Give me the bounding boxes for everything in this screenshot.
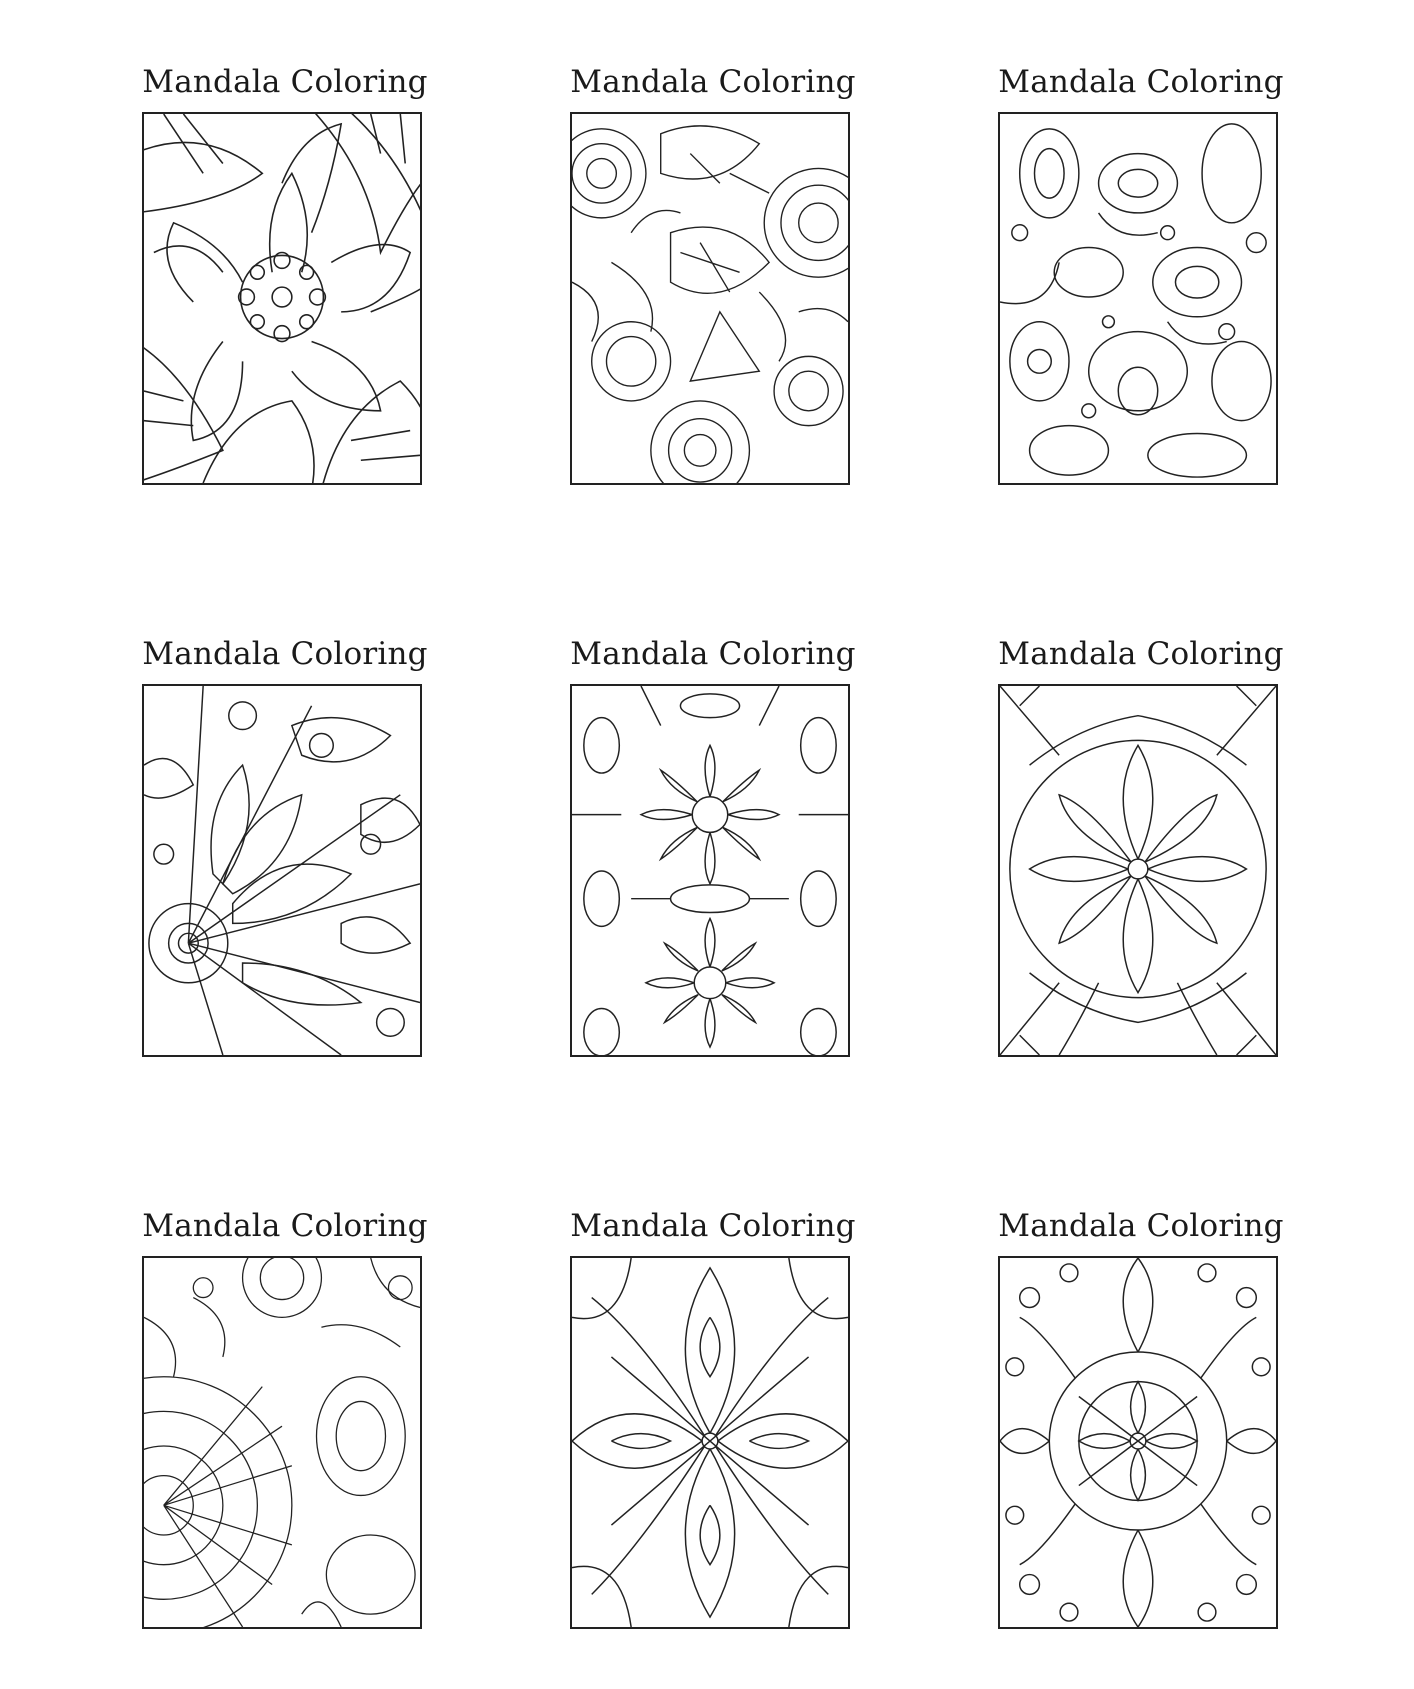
large-flower-illustration [1000,686,1276,1055]
paisley-mandala-corner-illustration [144,686,420,1055]
page-title: Mandala Coloring [142,636,428,672]
kaleidoscope-flowers-illustration [572,686,848,1055]
coloring-image [998,684,1278,1057]
coloring-image [142,112,422,485]
page-title: Mandala Coloring [142,1208,428,1244]
mandala-corner-illustration [144,1258,420,1627]
coloring-image [570,684,850,1057]
flower-spiral-illustration [144,114,420,483]
sun-mandala-illustration [1000,1258,1276,1627]
petal-mandala-illustration [572,1258,848,1627]
coloring-image [998,112,1278,485]
page-title: Mandala Coloring [998,636,1284,672]
page-title: Mandala Coloring [142,64,428,100]
page-title: Mandala Coloring [998,64,1284,100]
page-title: Mandala Coloring [570,1208,856,1244]
coloring-image [142,1256,422,1629]
page-title: Mandala Coloring [998,1208,1284,1244]
abstract-shapes-illustration [1000,114,1276,483]
coloring-image [570,1256,850,1629]
page-title: Mandala Coloring [570,64,856,100]
coloring-image [142,684,422,1057]
page-title: Mandala Coloring [570,636,856,672]
paisley-leaves-illustration [572,114,848,483]
coloring-image [570,112,850,485]
coloring-image [998,1256,1278,1629]
